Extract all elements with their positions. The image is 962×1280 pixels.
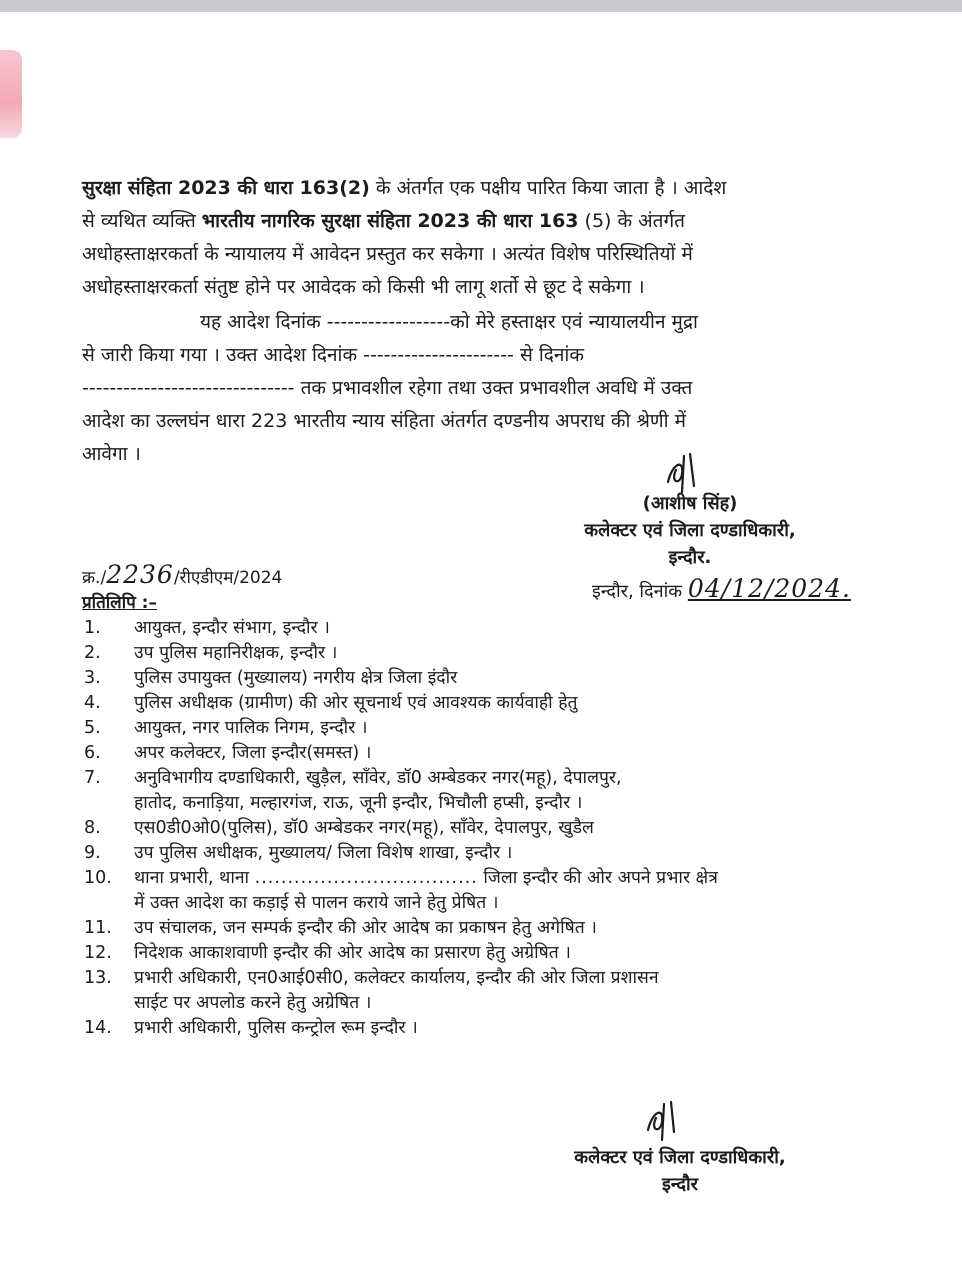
list-item: 5. आयुक्त, नगर पालिक निगम, इन्दौर ।	[84, 718, 368, 738]
order-line-5: यह आदेश दिनांक ------------------को मेरे हस्ताक्षर एवं न्यायालयीन मुद्रा	[200, 311, 698, 333]
list-item: 6. अपर कलेक्टर, जिला इन्दौर(समस्त) ।	[84, 743, 372, 763]
list-item: 14. प्रभारी अधिकारी, पुलिस कन्ट्रोल रूम इन्दौर ।	[84, 1018, 418, 1038]
order-line-3: अधोहस्ताक्षरकर्ता के न्यायालय में आवेदन प्रस्तुत कर सकेगा । अत्यंत विशेष परिस्थितियों में	[82, 243, 693, 265]
signatory-block	[540, 490, 840, 571]
list-item: 1. आयुक्त, इन्दौर संभाग, इन्दौर ।	[84, 618, 330, 638]
copy-list	[84, 616, 854, 1041]
signatory-designation: कलेक्टर एवं जिला दण्डाधिकारी,	[584, 520, 796, 541]
list-item: 7. अनुविभागीय दण्डाधिकारी, खुड़ैल, साँवेर, डॉ0 अम्बेडकर नगर(महू), देपालपुर, हातोद, कनाड़िया, मल्हारगंज, राऊ, जूनी इन्दौर, भिचौली हप्सी, इन्दौर ।	[84, 768, 622, 813]
footer-signatory-block	[530, 1144, 830, 1198]
reference-number: क्र./2236/रीएडीएम/2024	[82, 560, 283, 589]
list-item: 11. उप संचालक, जन सम्पर्क इन्दौर की ओर आदेष का प्रकाषन हेतु अगेषित ।	[84, 918, 597, 938]
copy-heading: प्रतिलिपि :–	[82, 593, 157, 613]
order-line-6: से जारी किया गया । उक्त आदेश दिनांक ---------------------- से दिनांक	[82, 344, 584, 366]
list-item: 3. पुलिस उपायुक्त (मुख्यालय) नगरीय क्षेत्र जिला इंदौर	[84, 668, 458, 688]
list-item: 12. निदेशक आकाशवाणी इन्दौर की ओर आदेष का प्रसारण हेतु अग्रेषित ।	[84, 943, 571, 963]
signature-icon	[644, 1100, 686, 1142]
order-line-1: सुरक्षा संहिता 2023 की धारा 163(2) के अंतर्गत एक पक्षीय पारित किया जाता है । आदेश	[82, 177, 727, 199]
viewer-top-bar	[0, 0, 962, 12]
footer-signature-mark	[644, 1100, 686, 1142]
list-item: 4. पुलिस अधीक्षक (ग्रामीण) की ओर सूचनार्थ एवं आवश्यक कार्यवाही हेतु	[84, 693, 578, 713]
list-item: 8. एस0डी0ओ0(पुलिस), डॉ0 अम्बेडकर नगर(महू), साँवेर, देपालपुर, खुडैल	[84, 818, 594, 838]
list-item: 13. प्रभारी अधिकारी, एन0आई0सी0, कलेक्टर कार्यालय, इन्दौर की ओर जिला प्रशासन साईट पर अपलोड करने हेतु अग्रेषित ।	[84, 968, 659, 1013]
issue-date: इन्दौर, दिनांक 04/12/2024.	[592, 574, 851, 603]
list-item: 2. उप पुलिस महानिरीक्षक, इन्दौर ।	[84, 643, 338, 663]
order-line-2: से व्यथित व्यक्ति भारतीय नागरिक सुरक्षा संहिता 2023 की धारा 163 (5) के अंतर्गत	[82, 210, 686, 232]
signatory-place: इन्दौर.	[668, 547, 712, 568]
order-line-4: अधोहस्ताक्षरकर्ता संतुष्ट होने पर आवेदक को किसी भी लागू शर्तो से छूट दे सकेगा ।	[82, 276, 645, 298]
order-line-7: ------------------------------- तक प्रभावशील रहेगा तथा उक्त प्रभावशील अवधि में उक्त	[82, 377, 693, 399]
signatory-name: (आशीष सिंह)	[642, 493, 738, 514]
list-item: 10. थाना प्रभारी, थाना .................................. जिला इन्दौर की ओर अपने प्रभार क्षेत्र में उक्त आदेश का कड़ाई से पालन कराये जाने हेतु प्रेषित ।	[84, 868, 718, 913]
order-line-8: आदेश का उल्लघंन धारा 223 भारतीय न्याय संहिता अंतर्गत दण्डनीय अपराध की श्रेणी में	[82, 410, 686, 432]
list-item: 9. उप पुलिस अधीक्षक, मुख्यालय/ जिला विशेष शाखा, इन्दौर ।	[84, 843, 513, 863]
footer-designation: कलेक्टर एवं जिला दण्डाधिकारी,	[574, 1147, 786, 1168]
order-line-9: आवेगा ।	[82, 443, 141, 465]
footer-place: इन्दौर	[662, 1174, 698, 1195]
order-page	[0, 12, 962, 1280]
